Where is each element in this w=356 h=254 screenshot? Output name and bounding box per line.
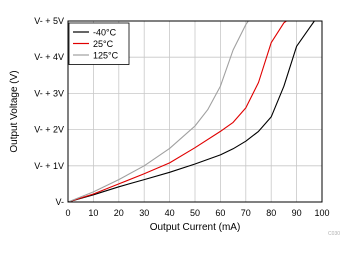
y-tick-labels	[34, 16, 64, 207]
x-tick-label: 60	[215, 208, 226, 218]
x-tick-labels	[65, 208, 329, 218]
x-tick-label: 0	[65, 208, 71, 218]
x-tick-label: 80	[266, 208, 277, 218]
legend	[69, 23, 129, 65]
legend-label: 125°C	[93, 50, 119, 61]
y-axis-label: Output Voltage (V)	[9, 70, 20, 153]
x-tick-label: 100	[314, 208, 330, 218]
legend-label: 25°C	[93, 39, 114, 49]
watermark: C030	[328, 231, 340, 237]
x-tick-label: 10	[88, 208, 99, 218]
x-tick-label: 20	[113, 208, 124, 218]
x-tick-label: 30	[139, 208, 150, 218]
y-tick-label: V- + 2V	[34, 124, 64, 135]
y-tick-label: V-	[55, 197, 64, 207]
y-tick-label: V- + 4V	[34, 52, 64, 63]
x-axis-label: Output Current (mA)	[149, 222, 241, 233]
x-tick-label: 70	[240, 208, 251, 218]
x-tick-label: 40	[164, 208, 175, 218]
x-tick-label: 90	[291, 208, 302, 218]
y-tick-label: V- + 3V	[34, 88, 64, 99]
y-tick-label: V- + 1V	[34, 160, 64, 171]
x-tick-label: 50	[189, 208, 201, 218]
y-tick-label: V- + 5V	[34, 16, 64, 26]
legend-label: -40°C	[93, 27, 117, 38]
